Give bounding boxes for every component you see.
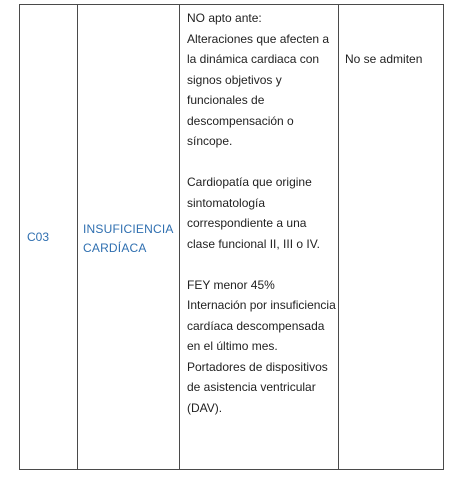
result-text: No se admiten bbox=[345, 52, 423, 66]
result-cell bbox=[339, 5, 444, 470]
criteria-line: clase funcional II, III o IV. bbox=[187, 236, 320, 251]
requirements-table bbox=[19, 4, 444, 470]
criteria-line: funcionales de bbox=[187, 93, 265, 107]
condition-name-line: CARDÍACA bbox=[83, 241, 147, 255]
criteria-line: la dinámica cardiaca con bbox=[187, 52, 320, 66]
code-cell bbox=[20, 5, 78, 470]
criteria-line: de asistencia ventricular bbox=[187, 380, 316, 394]
criteria-line: Internación por insuficiencia bbox=[187, 298, 336, 312]
condition-name-cell bbox=[78, 5, 180, 470]
criteria-line: descompensación o bbox=[187, 113, 294, 128]
spacer bbox=[187, 254, 334, 275]
criteria-line: sintomatología bbox=[187, 195, 266, 210]
criteria-line: signos objetivos y bbox=[187, 72, 282, 87]
criteria-cell bbox=[180, 5, 339, 470]
criteria-line: FEY menor 45% bbox=[187, 277, 275, 292]
criteria-line: correspondiente a una bbox=[187, 216, 307, 230]
criteria-line: Portadores de dispositivos bbox=[187, 359, 328, 374]
criteria-block bbox=[187, 172, 334, 254]
criteria-line: (DAV). bbox=[187, 400, 223, 415]
condition-name-line: INSUFICIENCIA bbox=[83, 222, 174, 236]
criteria-line: síncope. bbox=[187, 134, 233, 148]
table-row bbox=[20, 5, 444, 470]
condition-code: C03 bbox=[27, 230, 50, 244]
criteria-line: cardíaca descompensada bbox=[187, 318, 325, 333]
criteria-block bbox=[187, 275, 334, 419]
criteria-line: Alteraciones que afecten a bbox=[187, 31, 330, 46]
spacer bbox=[187, 152, 334, 173]
criteria-line: NO apto ante: bbox=[187, 11, 262, 25]
criteria-line: en el último mes. bbox=[187, 339, 278, 353]
criteria-line: Cardiopatía que origine bbox=[187, 175, 312, 189]
criteria-block bbox=[187, 8, 334, 152]
